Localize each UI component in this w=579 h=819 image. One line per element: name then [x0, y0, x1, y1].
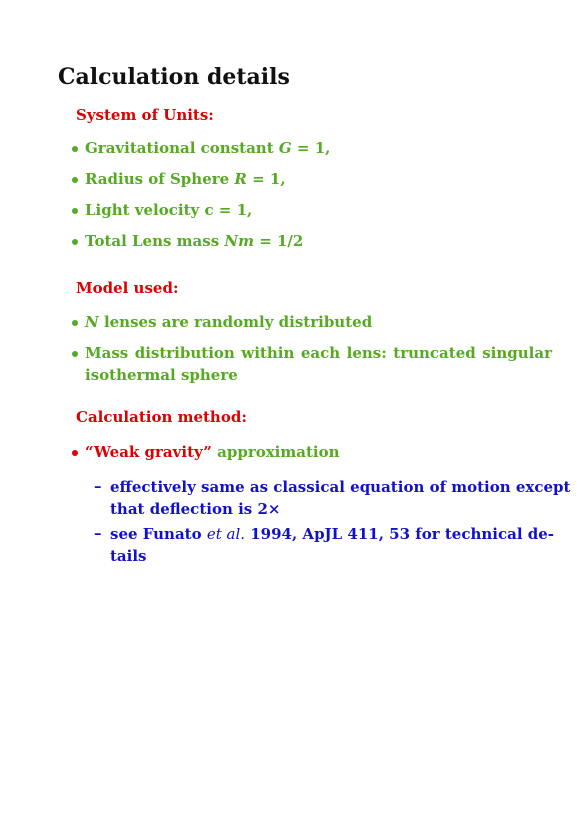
list-item-line: Mass distribution within each lens: truncated singular [85, 344, 552, 362]
bullet [72, 146, 78, 152]
section-heading-model: Model used: [76, 279, 179, 297]
bullet [72, 450, 78, 456]
list-item [85, 168, 286, 190]
list-item [85, 230, 303, 252]
item-math: R [234, 170, 247, 188]
etal-text: et al. [206, 525, 246, 543]
bullet [72, 239, 78, 245]
section-heading-method: Calculation method: [76, 408, 247, 426]
item-text: Total Lens mass [85, 232, 225, 250]
sub-item-line: that deflection is 2× [110, 500, 281, 518]
sub-bullet-dash: – [94, 524, 102, 542]
item-rest: = 1, [246, 170, 286, 188]
item-math: Nm [224, 232, 254, 250]
item-text: lenses are randomly distributed [98, 313, 373, 331]
list-item [85, 441, 340, 463]
list-item [85, 311, 372, 333]
item-rest: = 1/2 [253, 232, 304, 250]
bullet [72, 177, 78, 183]
item-text: Gravitational constant [85, 139, 279, 157]
sub-item-line [110, 523, 554, 545]
bullet [72, 320, 78, 326]
item-text: Light velocity c = 1, [85, 201, 253, 219]
item-math: G [278, 139, 292, 157]
sub-bullet-dash: – [94, 477, 102, 495]
item-text: approximation [211, 443, 340, 461]
sub-item-line: effectively same as classical equation of motion except [110, 478, 571, 496]
page-title: Calculation details [58, 64, 290, 90]
list-item [85, 137, 330, 159]
list-item-line: isothermal sphere [85, 366, 238, 384]
item-quote: “Weak gravity” [85, 443, 212, 461]
bullet [72, 208, 78, 214]
bullet [72, 351, 78, 357]
sub-item-text: 1994, ApJL 411, 53 for technical de- [245, 525, 555, 543]
section-heading-units: System of Units: [76, 106, 214, 124]
list-item [85, 199, 252, 221]
sub-item-text: see Funato [110, 525, 207, 543]
item-rest: = 1, [291, 139, 331, 157]
item-math: N [85, 313, 99, 331]
item-text: Radius of Sphere [85, 170, 235, 188]
sub-item-line: tails [110, 547, 147, 565]
